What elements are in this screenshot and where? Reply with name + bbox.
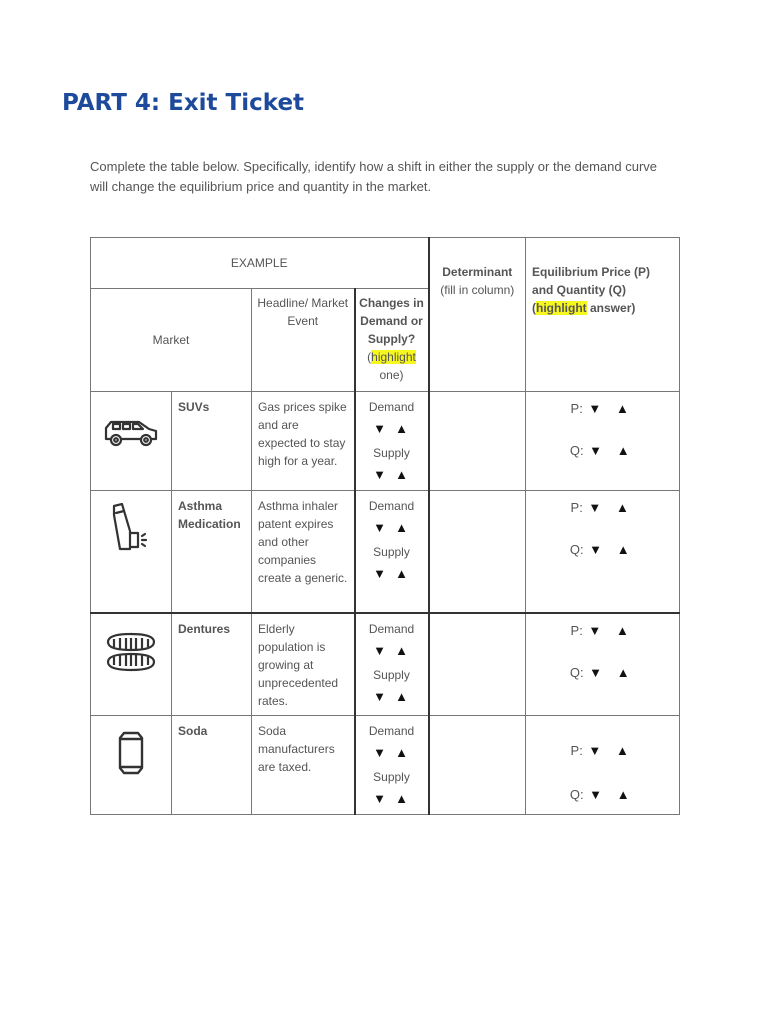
q-up-arrow[interactable]: ▲ [616,787,630,802]
headline-header: Headline/ Market Event [252,289,355,392]
p-label: P: [570,743,583,758]
change-selector[interactable] [355,613,429,716]
supply-down-arrow[interactable]: ▼ [373,467,388,482]
supply-down-arrow[interactable]: ▼ [373,688,388,704]
equilibrium-selector[interactable] [526,491,680,613]
q-up-arrow[interactable]: ▲ [616,542,630,557]
demand-up-arrow[interactable]: ▲ [395,421,410,436]
exit-ticket-table [90,237,680,815]
market-event: Gas prices spike and are expected to stay high for a year. [252,392,355,491]
equilibrium-header: Equilibrium Price (P) and Quantity (Q) (highlight answer) [526,238,680,392]
supply-up-arrow[interactable]: ▲ [395,467,410,482]
supply-up-arrow[interactable]: ▲ [395,791,410,806]
determinant-input[interactable] [429,613,526,716]
equilibrium-selector[interactable] [526,613,680,716]
p-down-arrow[interactable]: ▼ [588,500,602,515]
demand-up-arrow[interactable]: ▲ [395,520,410,535]
table-row [91,491,680,613]
supply-label: Supply [373,770,410,784]
change-selector[interactable] [355,716,429,815]
p-label: P: [570,622,583,638]
supply-down-arrow[interactable]: ▼ [373,791,388,806]
p-up-arrow[interactable]: ▲ [616,622,629,638]
q-label: Q: [569,443,584,458]
p-down-arrow[interactable]: ▼ [588,743,602,758]
demand-label: Demand [368,621,415,636]
q-up-arrow[interactable]: ▲ [616,443,630,458]
soda-can-icon [116,730,146,776]
change-selector[interactable] [355,491,429,613]
market-icon-cell [91,613,172,716]
q-down-arrow[interactable]: ▼ [589,664,602,680]
instructions-text: Complete the table below. Specifically, identify how a shift in either the supply or the demand curve will change the equilibrium price and quantity in the market. [90,159,658,194]
supply-up-arrow[interactable]: ▲ [395,688,410,704]
demand-label: Demand [368,499,415,513]
determinant-header: Determinant (fill in column) [429,238,526,392]
determinant-input[interactable] [429,491,526,613]
p-down-arrow[interactable]: ▼ [588,622,602,638]
p-label: P: [570,500,583,515]
table-row [91,613,680,716]
q-label: Q: [569,542,584,557]
demand-down-arrow[interactable]: ▼ [373,520,388,535]
market-icon-cell [91,392,172,491]
example-header: EXAMPLE [91,238,429,289]
equilibrium-selector[interactable] [526,392,680,491]
q-label: Q: [569,787,584,802]
q-down-arrow[interactable]: ▼ [589,443,602,458]
table-row [91,716,680,815]
q-up-arrow[interactable]: ▲ [616,664,630,680]
demand-up-arrow[interactable]: ▲ [395,642,410,658]
market-event: Asthma inhaler patent expires and other companies create a generic. [252,491,355,613]
change-selector[interactable] [355,392,429,491]
supply-label: Supply [373,667,410,682]
q-label: Q: [569,664,584,680]
market-event: Elderly population is growing at unprecedented rates. [252,613,355,716]
p-up-arrow[interactable]: ▲ [616,500,629,515]
demand-up-arrow[interactable]: ▲ [395,745,410,760]
table-row [91,392,680,491]
q-down-arrow[interactable]: ▼ [589,787,602,802]
changes-header: Changes in Demand or Supply? (highlight one) [355,289,429,392]
supply-label: Supply [373,446,410,460]
car-icon [102,414,160,450]
market-header: Market [91,289,252,392]
determinant-input[interactable] [429,716,526,815]
market-name: Soda [172,716,252,815]
market-event: Soda manufacturers are taxed. [252,716,355,815]
page-title: PART 4: Exit Ticket [62,90,305,116]
demand-label: Demand [368,724,415,738]
market-name: SUVs [172,392,252,491]
market-name: Asthma Medication [172,491,252,613]
p-up-arrow[interactable]: ▲ [616,401,629,416]
p-label: P: [570,401,583,416]
p-up-arrow[interactable]: ▲ [616,743,629,758]
q-down-arrow[interactable]: ▼ [589,542,602,557]
p-down-arrow[interactable]: ▼ [588,401,602,416]
market-icon-cell [91,491,172,613]
supply-up-arrow[interactable]: ▲ [395,566,410,581]
market-icon-cell [91,716,172,815]
equilibrium-selector[interactable] [526,716,680,815]
demand-label: Demand [368,400,415,414]
market-name: Dentures [172,613,252,716]
determinant-input[interactable] [429,392,526,491]
demand-down-arrow[interactable]: ▼ [373,745,388,760]
dentures-icon [104,630,158,674]
supply-label: Supply [373,545,410,559]
inhaler-icon [102,503,160,553]
demand-down-arrow[interactable]: ▼ [373,642,388,658]
demand-down-arrow[interactable]: ▼ [373,421,388,436]
supply-down-arrow[interactable]: ▼ [373,566,388,581]
